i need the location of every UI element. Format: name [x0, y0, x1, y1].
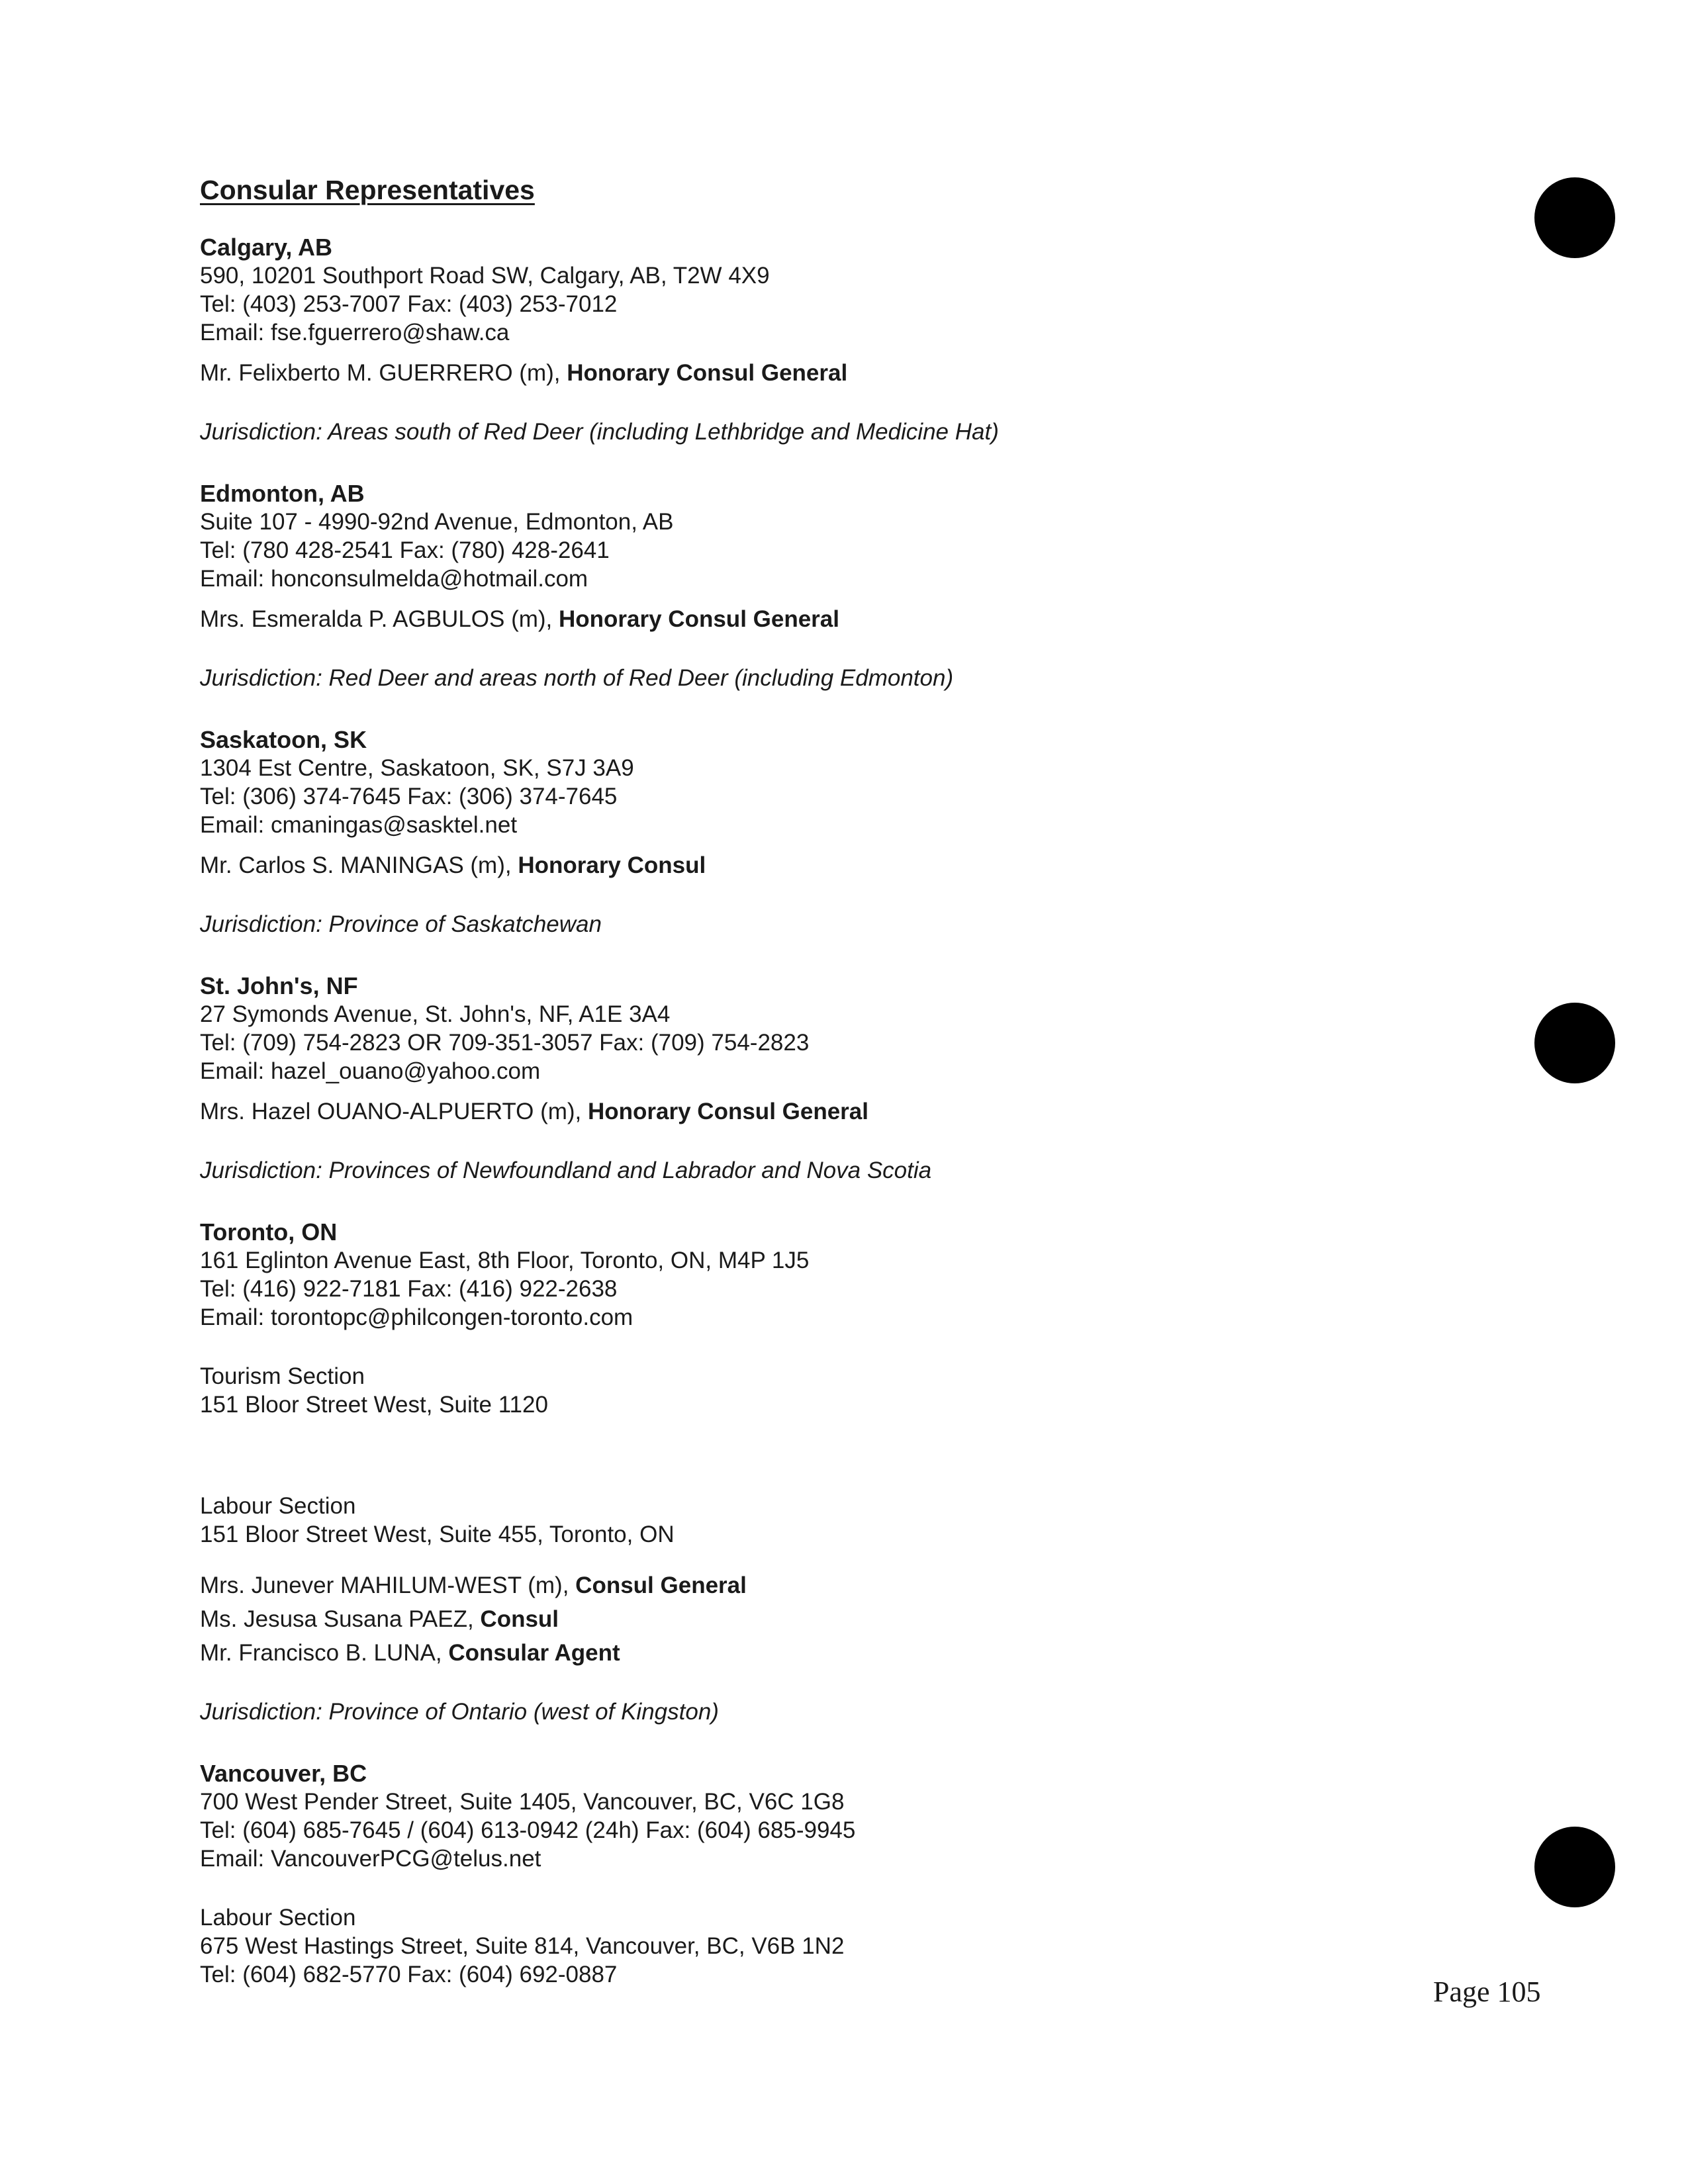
representative-list	[200, 356, 1458, 390]
consulate-entry-vancouver	[200, 1759, 1458, 1989]
page-number: Page 105	[1433, 1976, 1541, 2008]
address-line: 1304 Est Centre, Saskatoon, SK, S7J 3A9	[200, 755, 634, 781]
section-address: 675 West Hastings Street, Suite 814, Vancouver, BC, V6B 1N2	[200, 1933, 845, 1959]
consulate-entry-st-johns	[200, 972, 1458, 1185]
representative-list	[200, 602, 1458, 636]
representative-role: Consular Agent	[448, 1640, 620, 1666]
city-heading: Saskatoon, SK	[200, 726, 367, 753]
address-line: 27 Symonds Avenue, St. John's, NF, A1E 3A4	[200, 1001, 671, 1027]
representative-list	[200, 1569, 1458, 1670]
representative-role: Consul	[480, 1606, 559, 1632]
address-line: 161 Eglinton Avenue East, 8th Floor, Toronto, ON, M4P 1J5	[200, 1248, 810, 1273]
jurisdiction-note: Jurisdiction: Province of Saskatchewan	[200, 911, 602, 937]
jurisdiction-note: Jurisdiction: Province of Ontario (west of Kingston)	[200, 1699, 719, 1725]
jurisdiction-note: Jurisdiction: Red Deer and areas north of Red Deer (including Edmonton)	[200, 665, 954, 691]
representative-name: Mrs. Junever MAHILUM-WEST (m),	[200, 1572, 576, 1598]
email-line: Email: cmaningas@sasktel.net	[200, 812, 518, 838]
city-heading: St. John's, NF	[200, 972, 358, 999]
consulate-entry-edmonton	[200, 479, 1458, 692]
section-address: 151 Bloor Street West, Suite 1120	[200, 1392, 548, 1418]
representative	[200, 1602, 1458, 1636]
city-heading: Vancouver, BC	[200, 1760, 367, 1787]
phone-fax-line: Tel: (604) 682-5770 Fax: (604) 692-0887	[200, 1962, 618, 1987]
representative-list	[200, 1095, 1458, 1128]
phone-fax-line: Tel: (416) 922-7181 Fax: (416) 922-2638	[200, 1276, 618, 1302]
labour-section	[200, 1903, 1458, 1989]
punch-hole-top	[1534, 177, 1615, 258]
representative	[200, 848, 1458, 882]
phone-fax-line: Tel: (403) 253-7007 Fax: (403) 253-7012	[200, 291, 618, 317]
phone-fax-line: Tel: (780 428-2541 Fax: (780) 428-2641	[200, 537, 610, 563]
email-line: Email: torontopc@philcongen-toronto.com	[200, 1304, 633, 1330]
consulate-entry-calgary	[200, 233, 1458, 446]
phone-fax-line: Tel: (709) 754-2823 OR 709-351-3057 Fax: (709) 754-2823	[200, 1030, 810, 1056]
city-heading: Edmonton, AB	[200, 480, 365, 507]
representative-name: Mr. Carlos S. MANINGAS (m),	[200, 852, 518, 878]
representative-name: Mr. Felixberto M. GUERRERO (m),	[200, 360, 567, 386]
punch-hole-bottom	[1534, 1827, 1615, 1907]
document-body	[200, 173, 1458, 2022]
consulate-entry-toronto	[200, 1218, 1458, 1726]
representative-name: Mrs. Esmeralda P. AGBULOS (m),	[200, 606, 559, 632]
jurisdiction-note: Jurisdiction: Areas south of Red Deer (including Lethbridge and Medicine Hat)	[200, 419, 999, 445]
representative	[200, 602, 1458, 636]
representative-list	[200, 848, 1458, 882]
representative-role: Honorary Consul General	[588, 1099, 868, 1124]
section-label: Tourism Section	[200, 1363, 365, 1389]
section-address: 151 Bloor Street West, Suite 455, Toronto, ON	[200, 1522, 675, 1547]
representative-name: Mr. Francisco B. LUNA,	[200, 1640, 449, 1666]
email-line: Email: honconsulmelda@hotmail.com	[200, 566, 588, 592]
city-heading: Toronto, ON	[200, 1218, 338, 1246]
spacer	[200, 1419, 1458, 1492]
representative-role: Consul General	[575, 1572, 747, 1598]
consulate-entry-saskatoon	[200, 725, 1458, 938]
punch-hole-middle	[1534, 1003, 1615, 1083]
email-line: Email: hazel_ouano@yahoo.com	[200, 1058, 541, 1084]
representative-role: Honorary Consul General	[567, 360, 848, 386]
address-line: 700 West Pender Street, Suite 1405, Vancouver, BC, V6C 1G8	[200, 1789, 845, 1815]
representative	[200, 1095, 1458, 1128]
representative-role: Honorary Consul General	[559, 606, 839, 632]
representative	[200, 1636, 1458, 1670]
phone-fax-line: Tel: (306) 374-7645 Fax: (306) 374-7645	[200, 784, 618, 809]
representative-name: Mrs. Hazel OUANO-ALPUERTO (m),	[200, 1099, 588, 1124]
email-line: Email: VancouverPCG@telus.net	[200, 1846, 541, 1872]
jurisdiction-note: Jurisdiction: Provinces of Newfoundland and Labrador and Nova Scotia	[200, 1158, 932, 1183]
phone-fax-line: Tel: (604) 685-7645 / (604) 613-0942 (24h) Fax: (604) 685-9945	[200, 1817, 856, 1843]
address-line: 590, 10201 Southport Road SW, Calgary, AB, T2W 4X9	[200, 263, 770, 289]
section-label: Labour Section	[200, 1905, 356, 1931]
page-title: Consular Representatives	[200, 175, 535, 205]
labour-section	[200, 1492, 1458, 1549]
representative-name: Ms. Jesusa Susana PAEZ,	[200, 1606, 481, 1632]
address-line: Suite 107 - 4990-92nd Avenue, Edmonton, AB	[200, 509, 674, 535]
email-line: Email: fse.fguerrero@shaw.ca	[200, 320, 510, 345]
representative-role: Honorary Consul	[518, 852, 706, 878]
representative	[200, 356, 1458, 390]
city-heading: Calgary, AB	[200, 234, 333, 261]
section-label: Labour Section	[200, 1493, 356, 1519]
tourism-section	[200, 1362, 1458, 1419]
representative	[200, 1569, 1458, 1602]
